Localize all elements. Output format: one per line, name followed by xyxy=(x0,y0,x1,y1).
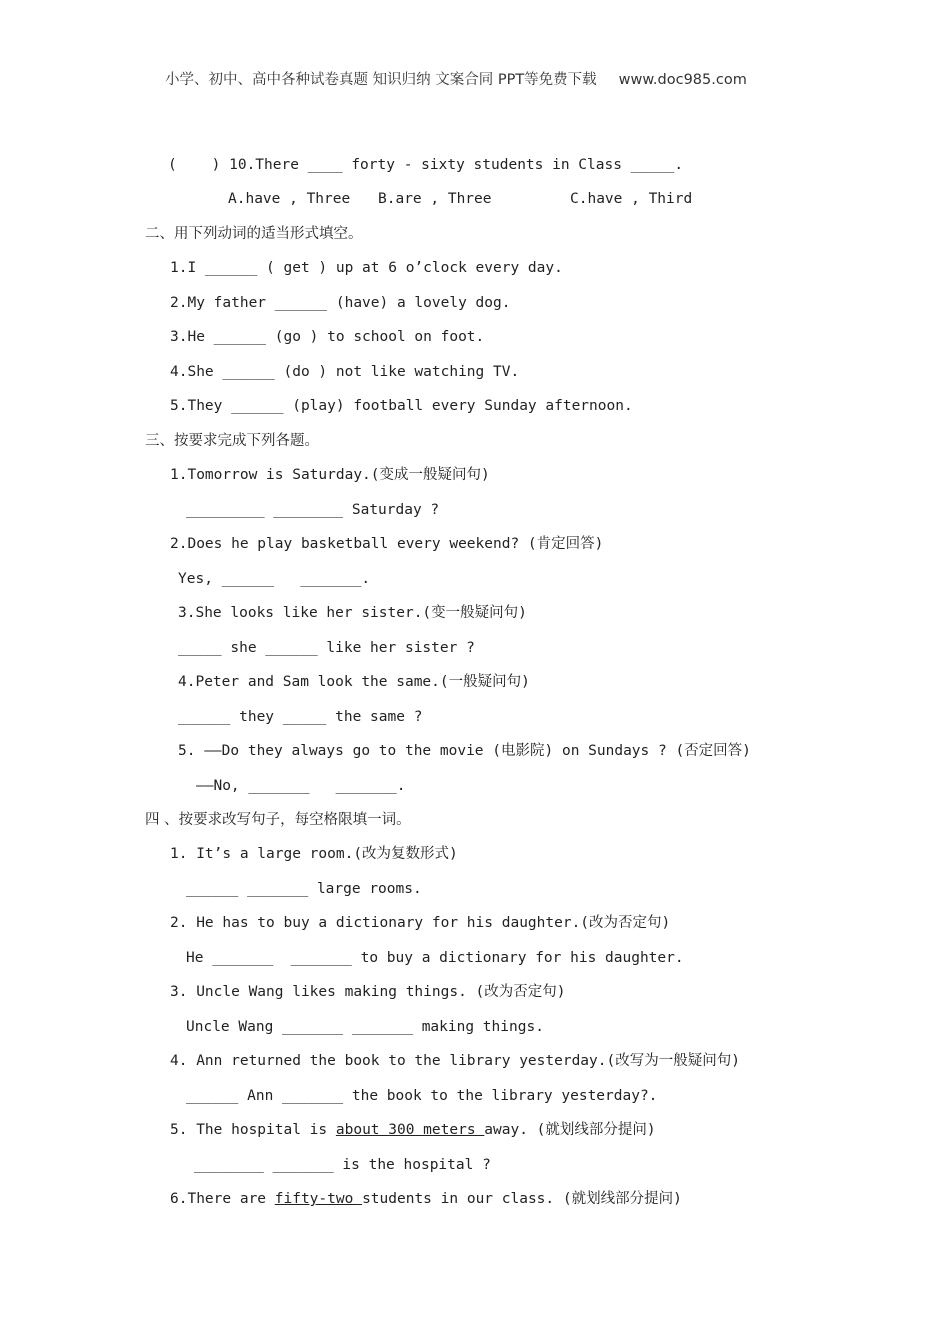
sec4-answer-5: ________ _______ is the hospital ? xyxy=(194,1157,491,1173)
sec4-question-4: 4. Ann returned the book to the library yesterday.(改写为一般疑问句) xyxy=(170,1053,740,1069)
sec3-answer-4: ______ they _____ the same ? xyxy=(178,709,423,725)
sec4-answer-4: ______ Ann _______ the book to the library yesterday?. xyxy=(186,1088,658,1104)
sec4-answer-3: Uncle Wang _______ _______ making things. xyxy=(186,1019,544,1035)
header-text: 小学、初中、高中各种试卷真题 知识归纳 文案合同 PPT等免费下载 xyxy=(165,72,597,88)
q10-option-b: B.are , Three xyxy=(378,191,492,207)
section-2-title: 二、用下列动词的适当形式填空。 xyxy=(145,226,363,242)
section-4-title: 四 、按要求改写句子，每空格限填一词。 xyxy=(145,812,411,828)
sec2-item-4: 4.She ______ (do ) not like watching TV. xyxy=(170,364,520,380)
sec3-answer-3: _____ she ______ like her sister ? xyxy=(178,640,475,656)
sec4-q5-suffix: away. (就划线部分提问) xyxy=(484,1122,656,1138)
sec2-item-3: 3.He ______ (go ) to school on foot. xyxy=(170,329,485,345)
sec3-question-3: 3.She looks like her sister.(变一般疑问句) xyxy=(178,605,527,621)
sec4-q5-prefix: 5. The hospital is xyxy=(170,1122,336,1138)
sec4-question-2: 2. He has to buy a dictionary for his daughter.(改为否定句) xyxy=(170,915,671,931)
sec4-q5-underlined: about 300 meters xyxy=(335,1122,485,1138)
sec4-q6-underlined: fifty-two xyxy=(274,1191,363,1207)
sec4-question-5 xyxy=(170,1120,656,1140)
sec4-question-1: 1. It’s a large room.(改为复数形式) xyxy=(170,846,458,862)
sec4-answer-2: He _______ _______ to buy a dictionary for his daughter. xyxy=(186,950,684,966)
sec4-answer-1: ______ _______ large rooms. xyxy=(186,881,422,897)
sec2-item-5: 5.They ______ (play) football every Sunday afternoon. xyxy=(170,398,633,414)
q10-option-a: A.have , Three xyxy=(228,191,351,207)
section-3-title: 三、按要求完成下列各题。 xyxy=(145,433,319,449)
page-header xyxy=(165,68,747,89)
sec3-answer-1: _________ ________ Saturday ? xyxy=(186,502,440,518)
sec3-answer-5: ——No, _______ _______. xyxy=(196,778,406,794)
sec3-question-5: 5. ——Do they always go to the movie (电影院) on Sundays ? (否定回答) xyxy=(178,743,751,759)
q10-stem: ( ) 10.There ____ forty - sixty students in Class _____. xyxy=(168,157,684,173)
sec4-question-6 xyxy=(170,1189,682,1209)
sec2-item-2: 2.My father ______ (have) a lovely dog. xyxy=(170,295,511,311)
sec3-answer-2: Yes, ______ _______. xyxy=(178,571,371,587)
sec3-question-1: 1.Tomorrow is Saturday.(变成一般疑问句) xyxy=(170,467,490,483)
sec4-q6-prefix: 6.There are xyxy=(170,1191,275,1207)
sec4-question-3: 3. Uncle Wang likes making things. (改为否定句) xyxy=(170,984,566,1000)
q10-option-c: C.have , Third xyxy=(570,191,693,207)
sec2-item-1: 1.I ______ ( get ) up at 6 o’clock every day. xyxy=(170,260,563,276)
sec3-question-4: 4.Peter and Sam look the same.(一般疑问句) xyxy=(178,674,530,690)
header-url[interactable]: www.doc985.com xyxy=(618,72,747,88)
sec3-question-2: 2.Does he play basketball every weekend? (肯定回答) xyxy=(170,536,604,552)
sec4-q6-suffix: students in our class. (就划线部分提问) xyxy=(362,1191,682,1207)
